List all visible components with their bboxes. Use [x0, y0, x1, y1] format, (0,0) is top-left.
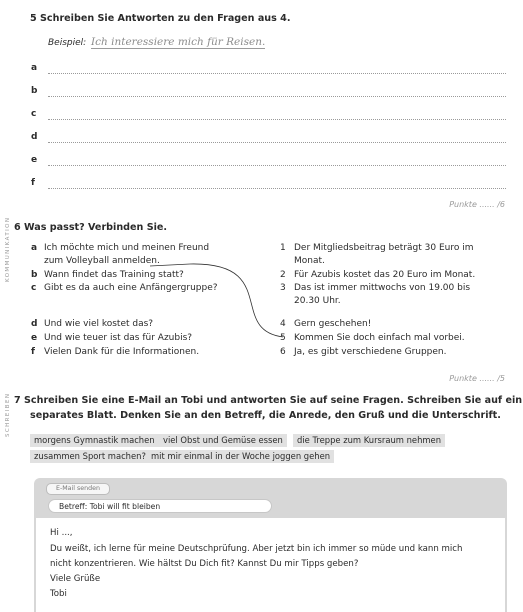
email-subject-field[interactable]: Betreff: Tobi will fit bleiben: [48, 499, 272, 513]
side-label-schreiben: SCHREIBEN: [5, 392, 11, 437]
item-e-letter: e: [31, 333, 38, 343]
answer-line-c-label: c: [31, 109, 37, 119]
chip-obst-gemuese: viel Obst und Gemüse essen: [159, 434, 287, 447]
item-5-num: 5: [280, 333, 286, 343]
item-3-num: 3: [280, 283, 286, 293]
item-c-text: Gibt es da auch eine Anfängergruppe?: [44, 283, 218, 293]
example-label: Beispiel:: [48, 38, 87, 48]
item-c-letter: c: [31, 283, 37, 293]
email-closing: Viele Grüße: [50, 574, 101, 584]
chip-joggen: mit mir einmal in der Woche joggen gehen: [147, 450, 334, 463]
item-1-num: 1: [280, 243, 286, 253]
answer-line-a-label: a: [31, 63, 38, 73]
side-label-kommunikation: KOMMUNIKATION: [5, 216, 11, 282]
item-1-text: Der Mitgliedsbeitrag beträgt 30 Euro im: [294, 243, 474, 253]
item-e-text: Und wie teuer ist das für Azubis?: [44, 333, 193, 343]
email-body-line: nicht konzentrieren. Wie hältst Du Dich fit? Kannst Du mir Tipps geben?: [50, 559, 359, 569]
email-signature: Tobi: [50, 589, 67, 599]
item-a-letter: a: [31, 243, 38, 253]
item-b-letter: b: [31, 270, 38, 280]
item-4-text: Gern geschehen!: [294, 319, 372, 329]
answer-line-b-label: b: [31, 86, 38, 96]
task6-header: 6 Was passt? Verbinden Sie.: [14, 222, 168, 233]
answer-line-e-label: e: [31, 155, 38, 165]
item-d-text: Und wie viel kostet das?: [44, 319, 154, 329]
item-2-num: 2: [280, 270, 286, 280]
answer-line-f-label: f: [31, 178, 35, 188]
send-email-button[interactable]: E-Mail senden: [46, 483, 110, 495]
item-1-text-cont: Monat.: [294, 256, 325, 266]
item-6-text: Ja, es gibt verschiedene Gruppen.: [294, 347, 447, 357]
chip-treppe: die Treppe zum Kursraum nehmen: [293, 434, 445, 447]
task7-header-line2: separates Blatt. Denken Sie an den Betreff, die Anrede, den Gruß und die Unterschrift.: [30, 410, 501, 421]
chip-zusammen-sport: zusammen Sport machen?: [30, 450, 150, 463]
item-4-num: 4: [280, 319, 286, 329]
task7-header-line1: 7 Schreiben Sie eine E-Mail an Tobi und antworten Sie auf seine Fragen. Schreiben Sie auf ein: [14, 395, 523, 406]
item-3-text-cont: 20.30 Uhr.: [294, 296, 341, 306]
item-b-text: Wann findet das Training statt?: [44, 270, 184, 280]
answer-line-d-label: d: [31, 132, 38, 142]
item-3-text: Das ist immer mittwochs von 19.00 bis: [294, 283, 471, 293]
item-a-text-cont: zum Volleyball anmelden.: [44, 256, 160, 266]
connector-line: [150, 264, 283, 337]
item-a-text: Ich möchte mich und meinen Freund: [44, 243, 210, 253]
item-6-num: 6: [280, 347, 286, 357]
item-5-text: Kommen Sie doch einfach mal vorbei.: [294, 333, 465, 343]
email-body: [36, 518, 505, 612]
email-body-line: Du weißt, ich lerne für meine Deutschprüfung. Aber jetzt bin ich immer so müde und kann mich: [50, 544, 463, 554]
chip-gymnastik: morgens Gymnastik machen: [30, 434, 159, 447]
item-2-text: Für Azubis kostet das 20 Euro im Monat.: [294, 270, 476, 280]
item-f-letter: f: [31, 347, 35, 357]
task5-points: Punkte ...... /6: [449, 200, 505, 209]
task6-points: Punkte ...... /5: [449, 374, 505, 383]
email-greeting: Hi ...,: [50, 528, 73, 538]
example-answer: Ich interessiere mich für Reisen.: [91, 36, 266, 48]
task5-header: 5 Schreiben Sie Antworten zu den Fragen aus 4.: [30, 13, 291, 24]
item-f-text: Vielen Dank für die Informationen.: [44, 347, 200, 357]
item-d-letter: d: [31, 319, 38, 329]
